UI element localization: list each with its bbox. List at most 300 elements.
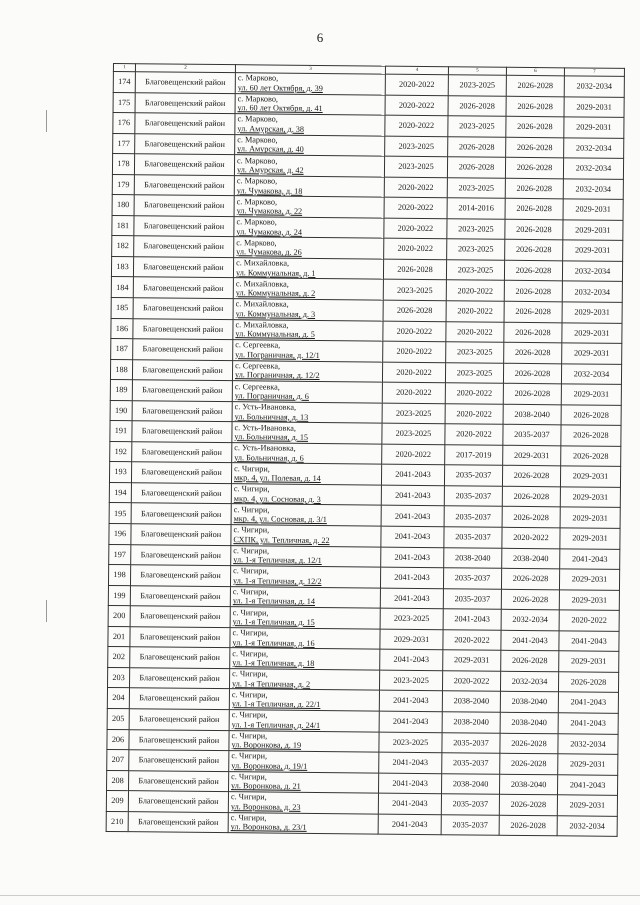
period-cell-col5: 2020-2022 <box>445 424 503 445</box>
address-locality: с. Чигири, <box>231 731 268 741</box>
row-number: 187 <box>111 339 133 360</box>
period-cell-col7: 2029-2031 <box>558 754 618 775</box>
table-body <box>106 72 624 837</box>
address-locality: с. Усть-Ивановка, <box>234 402 297 412</box>
address-street: ул. Коммунальная, д. 1 <box>235 267 316 278</box>
address-locality: с. Чигири, <box>231 710 268 720</box>
period-cell-col6: 2038-2040 <box>503 404 561 425</box>
period-cell-col6: 2026-2028 <box>504 281 562 302</box>
address-cell <box>234 155 384 177</box>
address-street: ул. Больничная, д. 6 <box>234 452 304 463</box>
period-cell-col5: 2023-2025 <box>445 362 503 383</box>
address-street: ул. Больничная, д. 13 <box>234 411 309 422</box>
address-cell <box>231 525 381 547</box>
period-cell-col4: 2023-2025 <box>379 670 442 691</box>
address-locality: с. Марково, <box>237 114 278 125</box>
period-cell-col5: 2020-2022 <box>445 383 503 404</box>
period-cell-col5: 2035-2037 <box>443 568 501 589</box>
period-cell-col7: 2029-2031 <box>559 569 619 590</box>
period-cell-col6: 2026-2028 <box>506 96 564 117</box>
period-cell-col5: 2038-2040 <box>441 773 499 794</box>
district-cell: Благовещенский район <box>131 524 231 546</box>
period-cell-col5: 2041-2043 <box>443 609 501 630</box>
period-cell-col4: 2020-2022 <box>384 197 447 218</box>
district-cell: Благовещенский район <box>132 442 232 464</box>
district-cell: Благовещенский район <box>130 626 230 648</box>
row-number: 194 <box>109 482 131 503</box>
period-cell-col4: 2041-2043 <box>380 649 443 670</box>
period-cell-col4: 2041-2043 <box>381 526 444 547</box>
margin-mark <box>46 110 47 132</box>
period-cell-col7: 2029-2031 <box>562 343 622 364</box>
period-cell-col7: 2032-2034 <box>563 179 623 200</box>
period-cell-col5: 2026-2028 <box>447 157 505 178</box>
address-street: СХПК, ул. Тепличная, д. 22 <box>233 534 330 545</box>
period-cell-col4: 2020-2022 <box>382 444 445 465</box>
address-cell <box>228 812 378 834</box>
period-cell-col5: 2035-2037 <box>443 588 501 609</box>
row-number: 179 <box>112 174 134 195</box>
period-cell-col6: 2026-2028 <box>505 199 563 220</box>
address-cell <box>228 792 378 814</box>
column-number: 2 <box>135 64 235 73</box>
period-cell-col7: 2029-2031 <box>563 220 623 241</box>
address-street: ул. 1-я Тепличная, д. 18 <box>232 658 315 669</box>
district-cell: Благовещенский район <box>135 72 235 94</box>
address-cell <box>233 319 383 341</box>
address-street: ул. Амурская, д. 38 <box>237 124 305 134</box>
period-cell-col5: 2014-2016 <box>447 198 505 219</box>
district-cell: Благовещенский район <box>133 339 233 361</box>
row-number: 210 <box>106 811 128 832</box>
address-cell <box>232 443 382 465</box>
period-cell-col4: 2023-2025 <box>382 403 445 424</box>
row-number: 202 <box>108 647 130 668</box>
address-street: ул. Воронкова, д. 23/1 <box>230 822 307 833</box>
address-cell <box>234 237 384 259</box>
period-cell-col7: 2029-2031 <box>562 322 622 343</box>
period-cell-col4: 2020-2022 <box>384 218 447 239</box>
period-cell-col6: 2032-2034 <box>501 609 559 630</box>
period-cell-col7: 2026-2028 <box>561 425 621 446</box>
address-locality: с. Чигири, <box>233 546 270 556</box>
period-cell-col5: 2029-2031 <box>443 650 501 671</box>
row-number: 197 <box>109 544 131 565</box>
period-cell-col4: 2020-2022 <box>385 95 448 116</box>
period-cell-col7: 2032-2034 <box>562 261 622 282</box>
district-cell: Благовещенский район <box>129 709 229 731</box>
period-cell-col4: 2023-2025 <box>382 423 445 444</box>
district-cell: Благовещенский район <box>131 462 231 484</box>
period-cell-col4: 2041-2043 <box>381 506 444 527</box>
address-locality: с. Михайловка, <box>236 258 290 268</box>
period-cell-col4: 2020-2022 <box>384 177 447 198</box>
district-cell: Благовещенский район <box>130 647 230 669</box>
period-cell-col7: 2020-2022 <box>559 610 619 631</box>
period-cell-col5: 2023-2025 <box>447 239 505 260</box>
column-number: 1 <box>113 64 135 72</box>
column-number: 7 <box>564 68 624 77</box>
row-number: 192 <box>110 441 132 462</box>
period-cell-col4: 2026-2028 <box>383 259 446 280</box>
row-number: 206 <box>107 729 129 750</box>
address-street: ул. 1-я Тепличная, д. 22/1 <box>231 699 321 710</box>
row-number: 205 <box>107 708 129 729</box>
period-cell-col4: 2041-2043 <box>380 567 443 588</box>
period-cell-col5: 2035-2037 <box>442 732 500 753</box>
address-locality: с. Чигири, <box>232 587 269 597</box>
row-number: 195 <box>109 503 131 524</box>
period-cell-col7: 2029-2031 <box>563 240 623 261</box>
period-cell-col4: 2041-2043 <box>381 485 444 506</box>
period-cell-col7: 2026-2028 <box>558 672 618 693</box>
address-locality: с. Чигири, <box>230 792 267 802</box>
row-number: 199 <box>108 585 130 606</box>
address-locality: с. Чигири, <box>233 505 270 515</box>
address-cell <box>233 278 383 300</box>
period-cell-col4: 2041-2043 <box>378 814 441 835</box>
row-number: 180 <box>112 195 134 216</box>
district-cell: Благовещенский район <box>132 359 232 381</box>
period-cell-col4: 2041-2043 <box>379 773 442 794</box>
period-cell-col7: 2032-2034 <box>561 363 621 384</box>
period-cell-col7: 2029-2031 <box>557 795 617 816</box>
register-table <box>106 63 625 837</box>
row-number: 201 <box>108 626 130 647</box>
period-cell-col4: 2041-2043 <box>379 752 442 773</box>
period-cell-col7: 2041-2043 <box>558 713 618 734</box>
period-cell-col5: 2017-2019 <box>445 445 503 466</box>
address-street: ул. 60 лет Октября, д. 39 <box>237 82 323 93</box>
period-cell-col4: 2041-2043 <box>379 711 442 732</box>
district-cell: Благовещенский район <box>128 791 228 813</box>
period-cell-col4: 2041-2043 <box>381 464 444 485</box>
address-cell <box>232 401 382 423</box>
period-cell-col5: 2035-2037 <box>444 486 502 507</box>
district-cell: Благовещенский район <box>131 544 231 566</box>
period-cell-col5: 2035-2037 <box>441 794 499 815</box>
period-cell-col5: 2020-2022 <box>446 321 504 342</box>
period-cell-col4: 2023-2025 <box>385 136 448 157</box>
row-number: 176 <box>113 113 135 134</box>
address-cell <box>229 689 379 711</box>
period-cell-col6: 2026-2028 <box>503 383 561 404</box>
address-cell <box>232 422 382 444</box>
address-street: мкр. 4, ул. Сосновая, д. 3 <box>233 493 321 504</box>
column-number: 4 <box>385 66 448 75</box>
district-cell: Благовещенский район <box>129 750 229 772</box>
district-cell: Благовещенский район <box>131 503 231 525</box>
address-street: ул. Коммунальная, д. 2 <box>235 288 316 299</box>
period-cell-col4: 2023-2025 <box>379 732 442 753</box>
address-locality: с. Чигири, <box>231 751 268 761</box>
district-cell: Благовещенский район <box>132 421 232 443</box>
period-cell-col7: 2041-2043 <box>558 692 618 713</box>
period-cell-col5: 2035-2037 <box>441 814 499 835</box>
address-locality: с. Чигири, <box>232 669 268 679</box>
period-cell-col6: 2041-2043 <box>501 630 559 651</box>
period-cell-col6: 2038-2040 <box>502 548 560 569</box>
row-number: 193 <box>109 462 131 483</box>
address-locality: с. Чигири, <box>234 463 270 474</box>
period-cell-col6: 2026-2028 <box>502 466 560 487</box>
address-street: ул. 60 лет Октября, д. 41 <box>237 103 323 114</box>
address-locality: с. Марково, <box>237 155 278 166</box>
period-cell-col7: 2032-2034 <box>564 137 624 158</box>
address-locality: с. Чигири, <box>231 772 267 782</box>
period-cell-col6: 2026-2028 <box>501 651 559 672</box>
period-cell-col7: 2032-2034 <box>558 733 618 754</box>
period-cell-col4: 2020-2022 <box>384 238 447 259</box>
address-cell <box>229 771 379 793</box>
period-cell-col4: 2020-2022 <box>383 341 446 362</box>
address-cell <box>234 216 384 238</box>
period-cell-col4: 2020-2022 <box>382 362 445 383</box>
period-cell-col6: 2026-2028 <box>506 116 564 137</box>
period-cell-col7: 2026-2028 <box>561 405 621 426</box>
address-locality: с. Чигири, <box>233 566 269 576</box>
row-number: 178 <box>112 154 134 175</box>
period-cell-col6: 2029-2031 <box>503 445 561 466</box>
period-cell-col4: 2026-2028 <box>383 300 446 321</box>
address-cell <box>231 463 381 485</box>
row-number: 196 <box>109 524 131 545</box>
period-cell-col7: 2029-2031 <box>560 487 620 508</box>
address-cell <box>232 360 382 382</box>
period-cell-col4: 2041-2043 <box>381 547 444 568</box>
address-street: ул. Чумакова, д. 24 <box>236 226 303 237</box>
page-edge <box>0 895 640 896</box>
address-cell <box>233 258 383 280</box>
period-cell-col5: 2038-2040 <box>442 691 500 712</box>
page-number: 6 <box>316 30 324 45</box>
period-cell-col6: 2026-2028 <box>504 301 562 322</box>
row-number: 190 <box>110 400 132 421</box>
address-locality: с. Усть-Ивановка, <box>234 443 296 453</box>
period-cell-col5: 2020-2022 <box>446 301 504 322</box>
address-street: ул. 1-я Тепличная, д. 16 <box>232 637 315 648</box>
period-cell-col7: 2029-2031 <box>560 507 620 528</box>
period-cell-col6: 2026-2028 <box>505 240 563 261</box>
address-cell <box>232 381 382 403</box>
address-street: ул. Коммунальная, д. 3 <box>235 308 316 319</box>
address-locality: с. Чигири, <box>232 648 269 659</box>
district-cell: Благовещенский район <box>132 380 232 402</box>
period-cell-col5: 2035-2037 <box>442 753 500 774</box>
address-street: ул. Воронкова, д. 23 <box>230 802 301 812</box>
district-cell: Благовещенский район <box>134 216 234 238</box>
address-street: ул. Коммунальная, д. 5 <box>235 329 315 340</box>
table-row <box>106 811 617 836</box>
period-cell-col4: 2041-2043 <box>380 588 443 609</box>
period-cell-col5: 2020-2022 <box>442 671 500 692</box>
address-street: ул. Амурская, д. 40 <box>237 144 304 155</box>
district-cell: Благовещенский район <box>130 606 230 628</box>
address-locality: с. Чигири, <box>230 813 267 823</box>
address-locality: с. Усть-Ивановка, <box>234 422 296 433</box>
address-street: ул. Чумакова, д. 26 <box>236 247 302 257</box>
address-locality: с. Сергеевка, <box>235 361 281 371</box>
period-cell-col5: 2038-2040 <box>444 547 502 568</box>
district-cell: Благовещенский район <box>134 236 234 258</box>
address-cell <box>229 751 379 773</box>
address-locality: с. Михайловка, <box>235 320 289 330</box>
period-cell-col7: 2029-2031 <box>561 384 621 405</box>
period-cell-col5: 2020-2022 <box>443 629 501 650</box>
row-number: 188 <box>110 359 132 380</box>
period-cell-col5: 2023-2025 <box>448 75 506 96</box>
address-cell <box>233 299 383 321</box>
period-cell-col5: 2023-2025 <box>448 116 506 137</box>
period-cell-col6: 2026-2028 <box>505 157 563 178</box>
address-locality: с. Марково, <box>237 73 279 83</box>
district-cell: Благовещенский район <box>133 318 233 340</box>
district-cell: Благовещенский район <box>133 257 233 279</box>
row-number: 209 <box>106 791 128 812</box>
period-cell-col4: 2020-2022 <box>383 321 446 342</box>
period-cell-col6: 2020-2022 <box>502 527 560 548</box>
address-street: ул. 1-я Тепличная, д. 12/1 <box>233 555 322 566</box>
period-cell-col6: 2026-2028 <box>505 178 563 199</box>
address-cell <box>229 710 379 732</box>
period-cell-col6: 2038-2040 <box>500 692 558 713</box>
period-cell-col6: 2026-2028 <box>505 219 563 240</box>
column-number: 6 <box>506 67 564 76</box>
district-cell: Благовещенский район <box>134 195 234 217</box>
period-cell-col5: 2023-2025 <box>446 260 504 281</box>
address-locality: с. Чигири, <box>233 525 270 535</box>
period-cell-col7: 2029-2031 <box>559 589 619 610</box>
address-street: ул. 1-я Тепличная, д. 15 <box>232 617 315 627</box>
period-cell-col5: 2020-2022 <box>446 280 504 301</box>
row-number: 189 <box>110 380 132 401</box>
period-cell-col6: 2026-2028 <box>499 794 557 815</box>
row-number: 203 <box>108 667 130 688</box>
address-cell <box>235 114 385 136</box>
period-cell-col5: 2035-2037 <box>444 465 502 486</box>
district-cell: Благовещенский район <box>130 668 230 690</box>
period-cell-col7: 2041-2043 <box>559 631 619 652</box>
period-cell-col7: 2032-2034 <box>563 158 623 179</box>
address-street: ул. 1-я Тепличная, д. 14 <box>232 596 316 607</box>
address-street: ул. Пограничная, д. 6 <box>234 391 309 401</box>
address-locality: с. Михайловка, <box>235 299 289 310</box>
row-number: 182 <box>112 236 134 257</box>
period-cell-col5: 2035-2037 <box>444 506 502 527</box>
period-cell-col5: 2038-2040 <box>442 712 500 733</box>
period-cell-col7: 2041-2043 <box>560 548 620 569</box>
row-number: 184 <box>111 277 133 298</box>
address-street: ул. 1-я Тепличная, д. 24/1 <box>231 719 321 730</box>
district-cell: Благовещенский район <box>134 174 234 196</box>
address-street: ул. Амурская, д. 42 <box>236 165 304 175</box>
row-number: 183 <box>111 256 133 277</box>
period-cell-col5: 2023-2025 <box>447 219 505 240</box>
address-locality: с. Марково, <box>236 237 277 248</box>
period-cell-col6: 2026-2028 <box>504 260 562 281</box>
district-cell: Благовещенский район <box>131 483 231 505</box>
district-cell: Благовещенский район <box>128 811 228 833</box>
address-cell <box>234 196 384 218</box>
district-cell: Благовещенский район <box>129 688 229 710</box>
row-number: 198 <box>108 565 130 586</box>
address-cell <box>233 340 383 362</box>
period-cell-col6: 2026-2028 <box>501 589 559 610</box>
district-cell: Благовещенский район <box>130 565 230 587</box>
period-cell-col6: 2026-2028 <box>504 322 562 343</box>
period-cell-col7: 2029-2031 <box>564 117 624 138</box>
period-cell-col7: 2032-2034 <box>562 281 622 302</box>
address-street: ул. Больничная, д. 15 <box>234 432 309 442</box>
row-number: 191 <box>110 421 132 442</box>
address-cell <box>230 648 380 670</box>
period-cell-col7: 2029-2031 <box>560 466 620 487</box>
period-cell-col6: 2032-2034 <box>500 671 558 692</box>
address-locality: с. Сергеевка, <box>235 340 281 351</box>
address-locality: с. Марково, <box>237 94 279 104</box>
column-number: 5 <box>448 67 506 76</box>
address-cell <box>235 134 385 156</box>
district-cell: Благовещенский район <box>132 400 232 422</box>
address-locality: с. Чигири, <box>232 628 269 638</box>
period-cell-col5: 2023-2025 <box>447 177 505 198</box>
address-street: ул. Пограничная, д. 12/1 <box>235 350 320 360</box>
period-cell-col7: 2041-2043 <box>557 774 617 795</box>
period-cell-col7: 2029-2031 <box>563 199 623 220</box>
district-cell: Благовещенский район <box>135 133 235 155</box>
district-cell: Благовещенский район <box>133 298 233 320</box>
row-number: 208 <box>107 770 129 791</box>
period-cell-col7: 2029-2031 <box>559 651 619 672</box>
address-street: ул. Воронкова, д. 19/1 <box>231 760 308 771</box>
address-street: ул. Чумакова, д. 18 <box>236 185 303 196</box>
address-locality: с. Марково, <box>236 217 277 227</box>
period-cell-col5: 2023-2025 <box>446 342 504 363</box>
period-cell-col6: 2038-2040 <box>500 712 558 733</box>
row-number: 200 <box>108 606 130 627</box>
period-cell-col6: 2026-2028 <box>499 815 557 836</box>
address-street: ул. Воронкова, д. 21 <box>231 781 301 792</box>
address-cell <box>231 545 381 567</box>
district-cell: Благовещенский район <box>135 92 235 114</box>
period-cell-col5: 2026-2028 <box>448 95 506 116</box>
address-locality: с. Марково, <box>237 135 278 145</box>
period-cell-col5: 2020-2022 <box>445 403 503 424</box>
period-cell-col6: 2026-2028 <box>504 342 562 363</box>
address-cell <box>229 669 379 691</box>
address-street: ул. Воронкова, д. 19 <box>231 740 302 751</box>
address-locality: с. Марково, <box>236 196 278 207</box>
district-cell: Благовещенский район <box>134 154 234 176</box>
period-cell-col4: 2023-2025 <box>384 156 447 177</box>
column-number: 3 <box>235 65 385 74</box>
address-street: мкр. 4, ул. Полевая, д. 14 <box>233 473 321 484</box>
district-cell: Благовещенский район <box>135 113 235 135</box>
address-street: ул. Пограничная, д. 12/2 <box>234 370 320 381</box>
address-cell <box>230 586 380 608</box>
address-cell <box>231 484 381 506</box>
period-cell-col5: 2026-2028 <box>448 136 506 157</box>
period-cell-col6: 2026-2028 <box>502 507 560 528</box>
address-cell <box>235 93 385 115</box>
district-cell: Благовещенский район <box>130 585 230 607</box>
period-cell-col6: 2038-2040 <box>499 774 557 795</box>
address-street: ул. 1-я Тепличная, д. 2 <box>232 678 311 689</box>
district-cell: Благовещенский район <box>129 770 229 792</box>
period-cell-col5: 2035-2037 <box>444 527 502 548</box>
address-cell <box>230 566 380 588</box>
period-cell-col4: 2029-2031 <box>380 629 443 650</box>
